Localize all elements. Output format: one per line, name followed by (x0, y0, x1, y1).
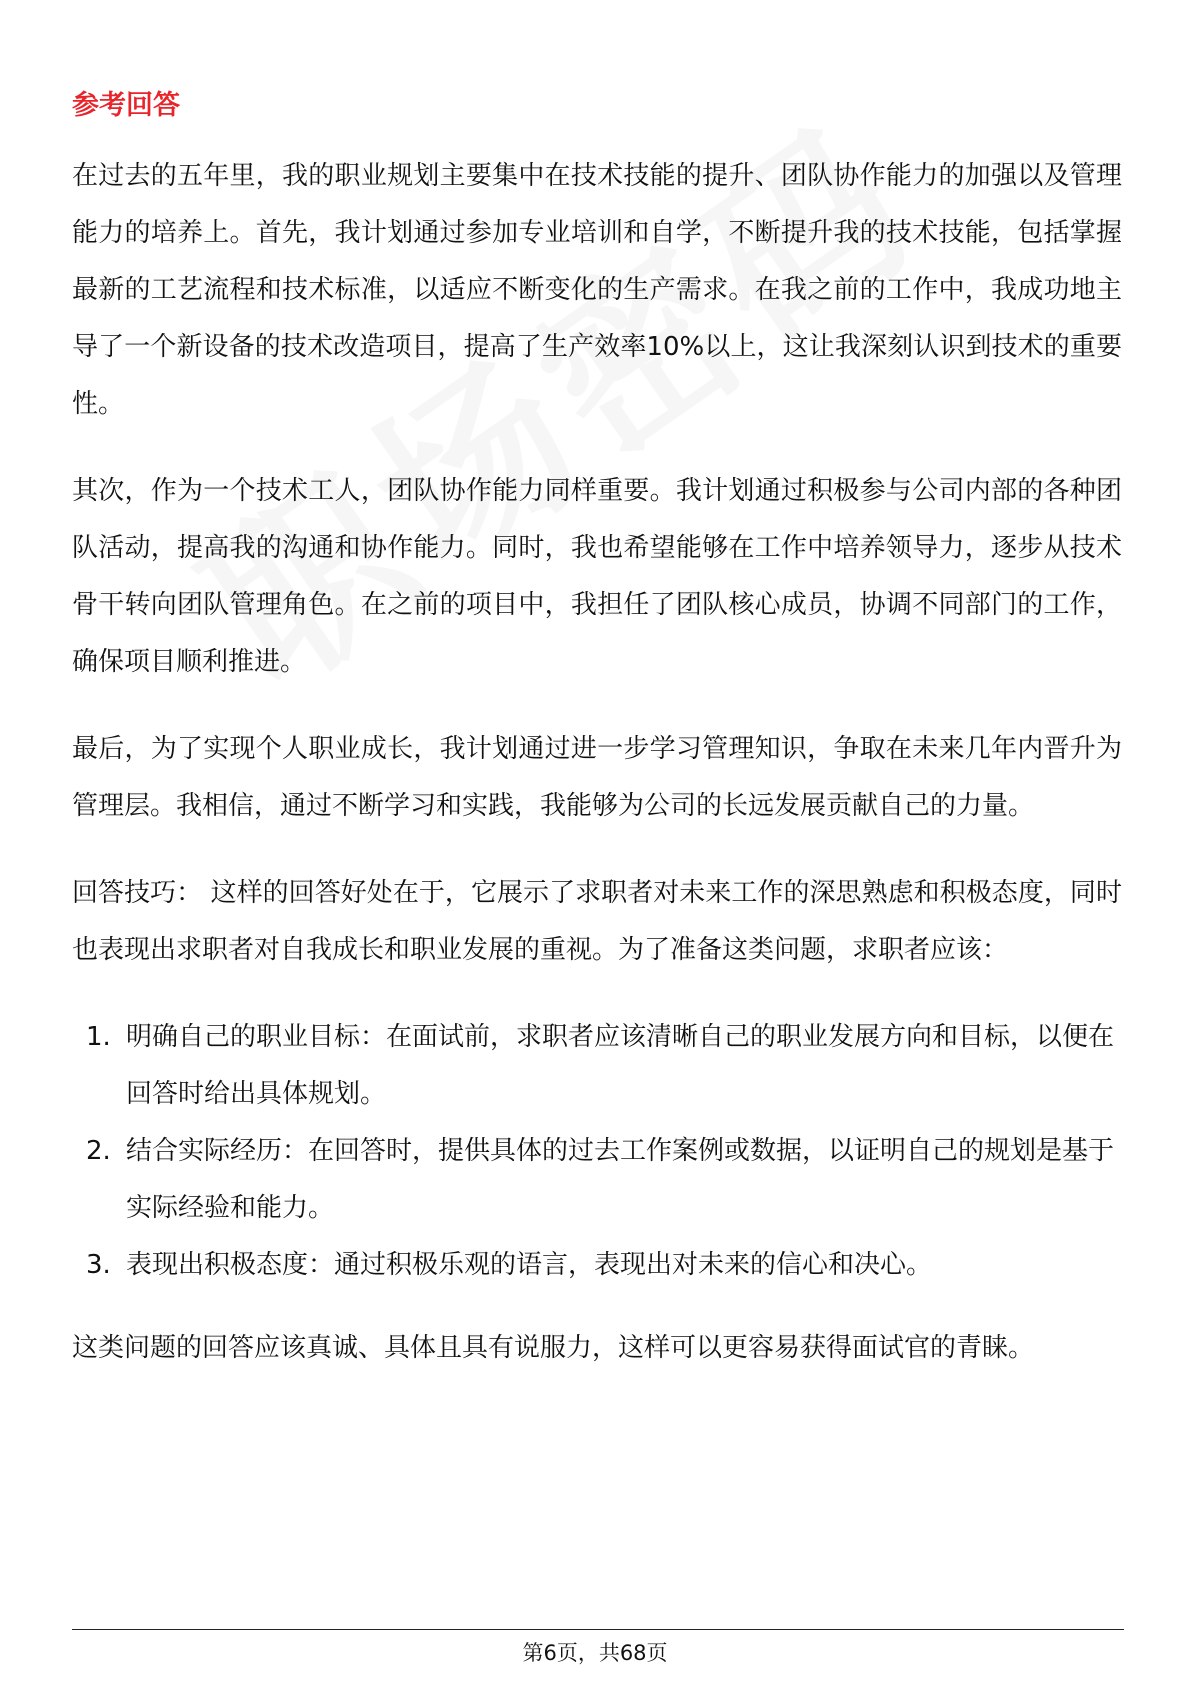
list-item-text: 表现出积极态度：通过积极乐观的语言，表现出对未来的信心和决心。 (126, 1250, 933, 1280)
tips-list-item-3 (72, 1237, 1122, 1294)
answer-paragraph-3: 最后，为了实现个人职业成长，我计划通过进一步学习管理知识，争取在未来几年内晋升为管理层。我相信，通过不断学习和实践，我能够为公司的长远发展贡献自己的力量。 (72, 734, 1122, 821)
closing-paragraph: 这类问题的回答应该真诚、具体且具有说服力，这样可以更容易获得面试官的青睐。 (72, 1333, 1035, 1363)
tips-paragraph (72, 865, 1122, 979)
page-content (72, 86, 1122, 1407)
page-number: 第6页，共68页 (522, 1641, 668, 1665)
list-item-text: 明确自己的职业目标：在面试前，求职者应该清晰自己的职业发展方向和目标，以便在回答时给出具体规划。 (126, 1022, 1115, 1109)
tips-list (72, 1009, 1122, 1294)
footer-divider (72, 1629, 1124, 1630)
list-number: 2. (86, 1136, 111, 1166)
tips-list-item-2 (72, 1123, 1122, 1237)
tips-text: 这样的回答好处在于，它展示了求职者对未来工作的深思熟虑和积极态度，同时也表现出求职者对自我成长和职业发展的重视。为了准备这类问题，求职者应该： (72, 878, 1122, 965)
list-number: 1. (86, 1022, 111, 1052)
tips-label: 回答技巧： (72, 878, 203, 908)
list-number: 3. (86, 1250, 111, 1280)
answer-paragraph-2: 其次，作为一个技术工人，团队协作能力同样重要。我计划通过积极参与公司内部的各种团队活动，提高我的沟通和协作能力。同时，我也希望能够在工作中培养领导力，逐步从技术骨干转向团队管理角色。在之前的项目中，我担任了团队核心成员，协调不同部门的工作，确保项目顺利推进。 (72, 476, 1122, 677)
tips-list-item-1 (72, 1009, 1122, 1123)
answer-paragraph-1: 在过去的五年里，我的职业规划主要集中在技术技能的提升、团队协作能力的加强以及管理能力的培养上。首先，我计划通过参加专业培训和自学，不断提升我的技术技能，包括掌握最新的工艺流程和技术标准，以适应不断变化的生产需求。在我之前的工作中，我成功地主导了一个新设备的技术改造项目，提高了生产效率10%以上，这让我深刻认识到技术的重要性。 (72, 161, 1122, 419)
section-heading: 参考回答 (72, 90, 180, 121)
list-item-text: 结合实际经历：在回答时，提供具体的过去工作案例或数据，以证明自己的规划是基于实际经验和能力。 (126, 1136, 1115, 1223)
